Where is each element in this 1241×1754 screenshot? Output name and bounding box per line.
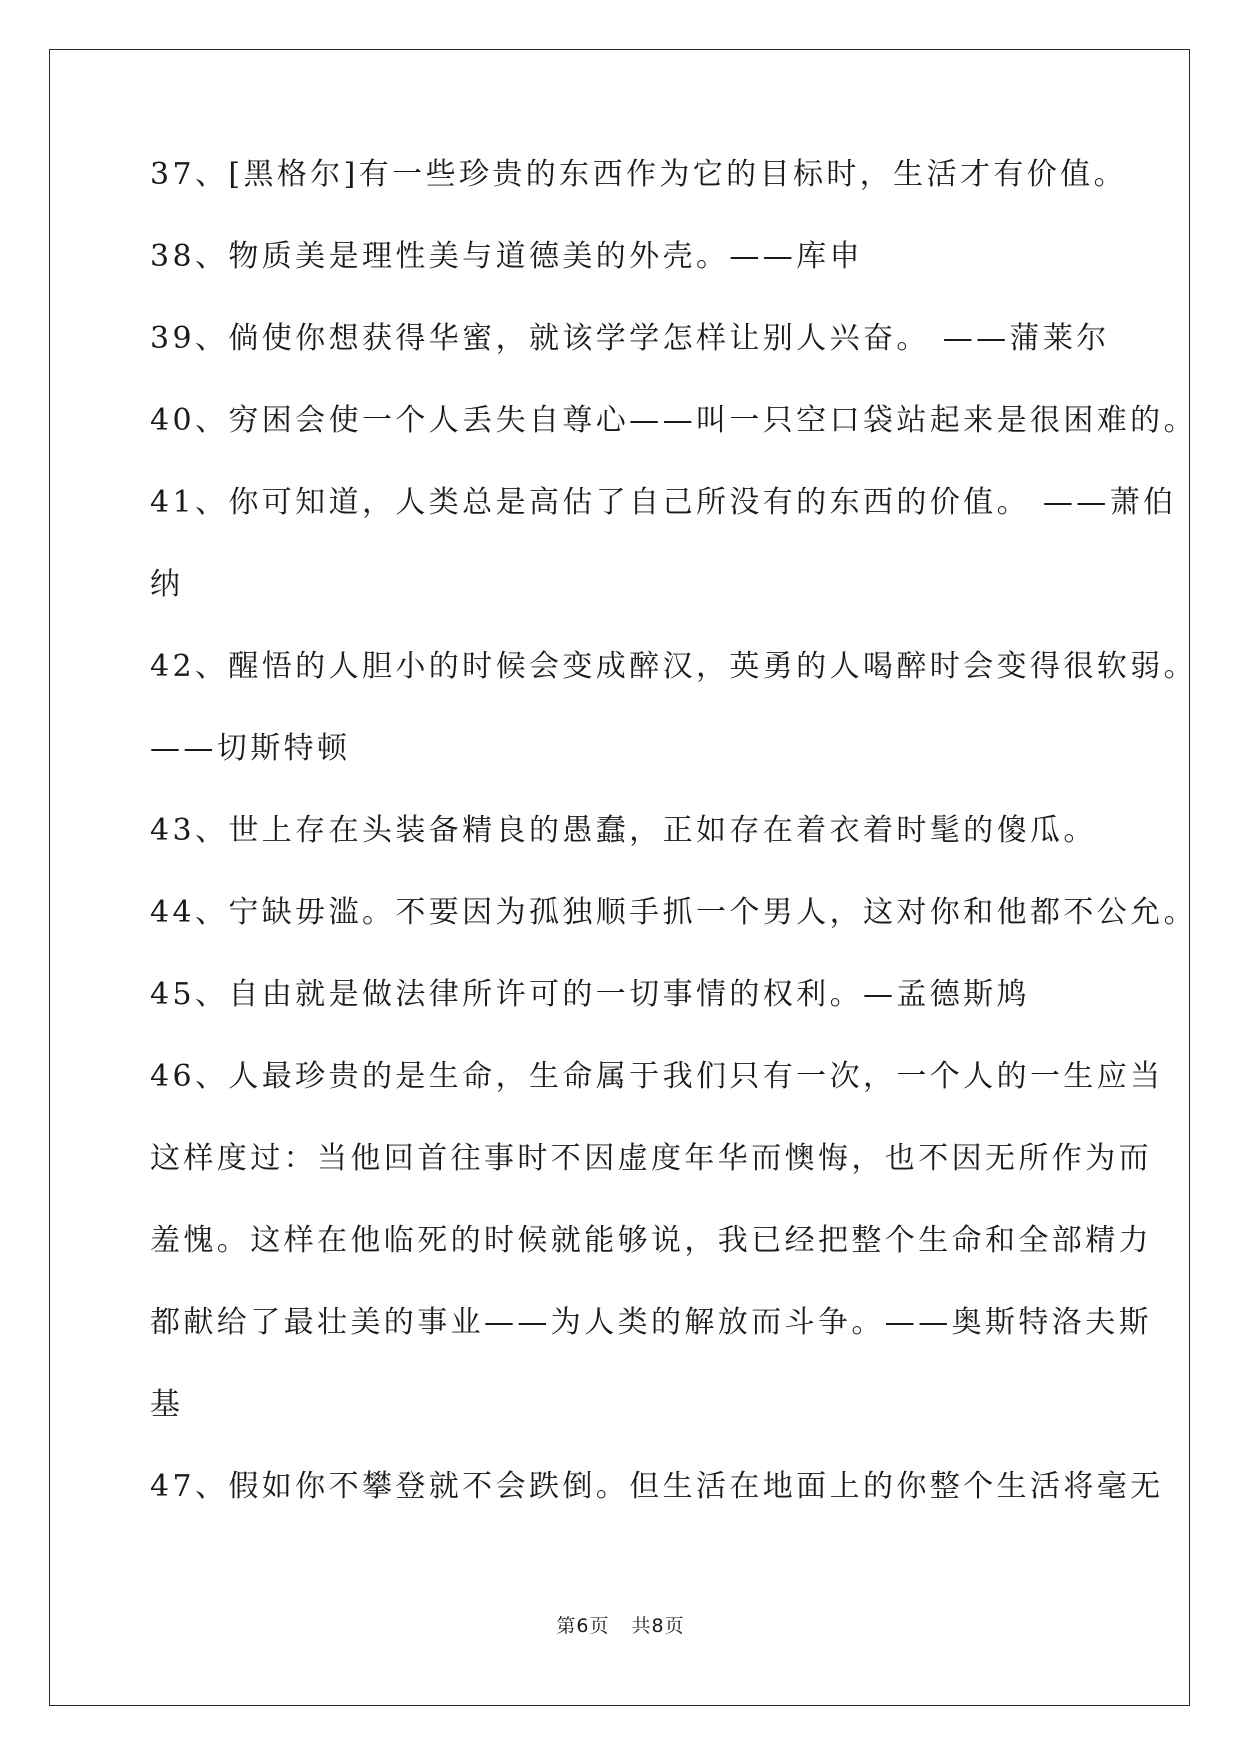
page-suffix: 页 [589, 1615, 610, 1637]
total-prefix: 共 [631, 1615, 652, 1637]
text-line-5: 41、你可知道，人类总是高估了自己所没有的东西的价值。 ——萧伯 [150, 485, 1177, 520]
text-line-8: ——切斯特顿 [150, 731, 351, 766]
text-line-17: 47、假如你不攀登就不会跌倒。但生活在地面上的你整个生活将毫无 [150, 1469, 1164, 1504]
text-line-1: 37、[黑格尔]有一些珍贵的东西作为它的目标时，生活才有价值。 [150, 157, 1127, 192]
text-line-15: 都献给了最壮美的事业——为人类的解放而斗争。——奥斯特洛夫斯 [150, 1305, 1152, 1340]
text-line-3: 39、倘使你想获得华蜜，就该学学怎样让别人兴奋。 ——蒲莱尔 [150, 321, 1110, 356]
page-current: 6 [576, 1615, 590, 1637]
page-footer [0, 1611, 1241, 1638]
text-line-7: 42、醒悟的人胆小的时候会变成醉汉，英勇的人喝醉时会变得很软弱。 [150, 649, 1197, 684]
text-line-13: 这样度过：当他回首往事时不因虚度年华而懊悔，也不因无所作为而 [150, 1141, 1152, 1176]
text-line-2: 38、物质美是理性美与道德美的外壳。——库申 [150, 239, 863, 274]
text-line-14: 羞愧。这样在他临死的时候就能够说，我已经把整个生命和全部精力 [150, 1223, 1152, 1258]
text-line-6: 纳 [150, 567, 184, 602]
text-line-9: 43、世上存在头装备精良的愚蠢，正如存在着衣着时髦的傻瓜。 [150, 813, 1097, 848]
text-line-12: 46、人最珍贵的是生命，生命属于我们只有一次，一个人的一生应当 [150, 1059, 1164, 1094]
page-total: 8 [651, 1615, 665, 1637]
total-suffix: 页 [664, 1615, 685, 1637]
text-line-11: 45、自由就是做法律所许可的一切事情的权利。—孟德斯鸠 [150, 977, 1030, 1012]
text-line-16: 基 [150, 1387, 184, 1422]
page-prefix: 第 [556, 1615, 577, 1637]
text-line-4: 40、穷困会使一个人丢失自尊心——叫一只空口袋站起来是很困难的。 [150, 403, 1197, 438]
text-line-10: 44、宁缺毋滥。不要因为孤独顺手抓一个男人，这对你和他都不公允。 [150, 895, 1197, 930]
document-body [150, 157, 1197, 1554]
